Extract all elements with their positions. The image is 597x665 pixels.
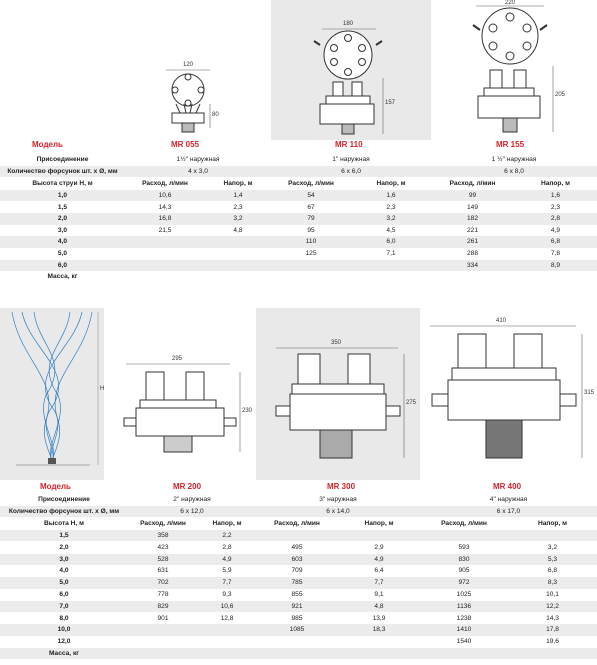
bottom-connection-row: [0, 494, 597, 505]
flow-value: 1136: [456, 602, 472, 610]
flow-value: [128, 624, 198, 635]
flow-value: 288: [466, 250, 478, 257]
mass-label: Масса, кг: [48, 650, 80, 657]
height-value: 4,0: [57, 238, 68, 246]
height-value: 3,0: [59, 555, 69, 563]
pressure-value: 7,8: [550, 250, 561, 257]
pressure-value: 2,8: [222, 543, 232, 551]
pressure-value: 8,9: [550, 261, 561, 269]
mr300-flow-header: Расход, л/мин: [274, 520, 320, 527]
mr200-width-dim: 295: [172, 356, 183, 362]
flow-value: 631: [157, 567, 169, 575]
height-value: 2,0: [59, 543, 69, 551]
flow-value: 905: [458, 567, 470, 575]
flow-value: 21,5: [158, 226, 172, 234]
flow-value: 110: [305, 238, 317, 246]
table-row: [0, 554, 597, 565]
mr110-connection: 1" наружная: [332, 156, 370, 163]
flow-value: [256, 530, 338, 541]
mr400-nozzles: 6 x 17,0: [496, 508, 521, 515]
pressure-value: [198, 636, 256, 647]
pressure-value: 8,3: [547, 579, 558, 587]
flow-value: 423: [157, 543, 169, 551]
mr155-height-dim: 205: [555, 92, 566, 98]
pressure-value: 4,8: [374, 602, 384, 610]
pressure-value: 2,3: [550, 203, 561, 211]
pressure-value: 1,6: [550, 192, 561, 199]
pressure-value: 12,8: [220, 614, 234, 622]
mr400-flow-header: Расход, л/мин: [441, 520, 487, 527]
pressure-value: 3,2: [386, 215, 396, 223]
height-value: 1,5: [57, 203, 68, 211]
height-value: 1,0: [57, 192, 68, 199]
mr200-height-dim: 230: [242, 408, 253, 414]
pressure-value: 1,6: [386, 192, 396, 199]
height-value: 5,0: [59, 579, 69, 587]
mr110-nozzles: 6 x 6,0: [341, 168, 361, 175]
bottom-model-label: Модель: [40, 482, 71, 491]
pressure-value: 2,3: [386, 203, 396, 211]
mr110-flow-header: Расход, л/мин: [288, 180, 334, 187]
mr110-height-dim: 157: [385, 100, 396, 106]
mr300-connection: 3" наружная: [319, 496, 357, 503]
flow-value: 593: [458, 543, 470, 551]
mr300-width-dim: 350: [331, 340, 342, 346]
mr155-nozzles: 6 x 8,0: [504, 168, 524, 175]
height-label: Высота струи H, м: [32, 180, 93, 187]
flow-value: 972: [458, 579, 470, 587]
nozzles-label: Количество форсунок шт. x Ø, мм: [7, 168, 118, 175]
pressure-value: 9,1: [374, 591, 384, 598]
flow-value: 829: [157, 602, 169, 610]
pressure-value: 2,3: [233, 203, 243, 211]
mr055-width-dim: 120: [183, 62, 194, 68]
pressure-value: 4,9: [550, 226, 561, 234]
mr300-nozzles: 6 x 14,0: [326, 508, 350, 515]
flow-value: 528: [157, 555, 169, 563]
mr200-flow-header: Расход, л/мин: [140, 520, 186, 527]
pressure-value: 19,6: [546, 638, 559, 646]
bottom-height-label: Высота H, м: [44, 520, 84, 527]
height-value: 3,0: [57, 226, 68, 234]
mr110-width-dim: 180: [343, 21, 354, 27]
mass-label: Масса, кг: [47, 273, 78, 281]
table-row: [0, 542, 597, 553]
pressure-value: 5,9: [222, 567, 232, 575]
mr110-title: MR 110: [335, 140, 363, 149]
flow-value: 95: [307, 226, 315, 234]
mr300-pressure-header: Напор, м: [364, 520, 394, 527]
pressure-value: [198, 624, 256, 635]
pressure-value: 2,2: [222, 532, 232, 539]
height-value: 5,0: [57, 250, 68, 257]
flow-value: 182: [466, 215, 478, 223]
mr400-height-dim: 315: [584, 390, 595, 396]
pressure-value: 13,9: [372, 614, 386, 622]
pressure-value: 7,7: [374, 579, 384, 587]
pressure-value: 1,4: [233, 192, 243, 199]
flow-value: 67: [307, 203, 315, 211]
table-row: [0, 601, 597, 612]
mass-row: [0, 648, 597, 659]
flow-value: 125: [305, 250, 317, 257]
flow-value: 358: [157, 532, 169, 539]
table-row: [0, 636, 597, 647]
flow-value: 1410: [456, 626, 472, 634]
pressure-value: 6,8: [550, 238, 561, 246]
height-value: 10,0: [57, 626, 71, 634]
mr055-nozzles: 4 x 3,0: [188, 168, 208, 175]
flow-value: 603: [291, 555, 303, 563]
table-row: [0, 565, 597, 576]
height-value: 1,5: [59, 532, 69, 539]
mr055-pressure-header: Напор, м: [223, 180, 253, 187]
flow-value: 334: [466, 261, 478, 269]
mr200-nozzles: 6 x 12,0: [180, 508, 204, 515]
mr155-connection: 1 ½" наружная: [491, 156, 537, 163]
flow-value: 495: [291, 543, 303, 551]
pressure-value: 7,7: [222, 579, 232, 587]
pressure-value: 6,4: [374, 567, 384, 575]
mr155-flow-header: Расход, л/мин: [449, 180, 496, 187]
flow-value: 1085: [289, 626, 305, 634]
mr200-title: MR 200: [173, 482, 202, 491]
flow-value: 1540: [456, 638, 472, 646]
flow-value: [128, 636, 198, 647]
pressure-value: [508, 530, 597, 541]
mr200-pressure-header: Напор, м: [212, 520, 242, 527]
mr155-pressure-header: Напор, м: [540, 180, 570, 187]
model-label: Модель: [32, 140, 63, 149]
flow-value: 921: [291, 602, 303, 610]
pressure-value: 14,3: [546, 614, 559, 622]
flow-value: 985: [291, 614, 303, 622]
mr400-width-dim: 410: [496, 318, 507, 324]
mr110-pressure-header: Напор, м: [376, 180, 406, 187]
pressure-value: 4,9: [374, 555, 384, 563]
pressure-value: 5,3: [547, 555, 558, 563]
flow-value: [256, 636, 338, 647]
pressure-value: 18,3: [372, 626, 386, 634]
table-row: [0, 613, 597, 624]
bottom-nozzles-label: Количество форсунок шт. x Ø, мм: [8, 508, 120, 515]
height-value: 4,0: [59, 567, 69, 575]
pressure-value: 6,0: [386, 238, 396, 246]
mr055-connection: 1½" наружная: [176, 156, 220, 163]
table-row: [0, 530, 597, 541]
flow-value: 709: [291, 567, 303, 575]
pressure-value: 17,8: [546, 626, 559, 634]
flow-value: 14,3: [158, 203, 172, 211]
mr155-width-dim: 220: [505, 0, 516, 6]
pressure-value: 3,2: [233, 215, 243, 223]
spray-height-label: H: [100, 386, 105, 392]
mr155-title: MR 155: [496, 140, 525, 149]
mr400-title: MR 400: [493, 482, 522, 491]
pressure-value: 4,9: [222, 555, 232, 563]
table-row: [0, 624, 597, 635]
pressure-value: 2,9: [374, 543, 384, 551]
pressure-value: 4,8: [233, 226, 243, 234]
bottom-connection-label: Присоединение: [38, 496, 90, 503]
pressure-value: 3,2: [547, 543, 558, 551]
flow-value: 1238: [456, 614, 472, 622]
flow-value: 54: [307, 192, 315, 199]
flow-value: 901: [157, 614, 169, 622]
mr055-title: MR 055: [171, 140, 200, 149]
mr200-connection: 2" наружная: [173, 496, 211, 503]
flow-value: 855: [291, 591, 303, 598]
height-value: 2,0: [57, 215, 68, 223]
bottom-nozzles-row: [0, 506, 597, 517]
flow-value: 702: [157, 579, 169, 587]
pressure-value: 9,3: [222, 591, 232, 598]
flow-value: 1025: [456, 591, 472, 598]
mr300-height-dim: 275: [406, 400, 417, 406]
flow-value: 221: [466, 226, 478, 234]
pressure-value: 12,2: [546, 602, 559, 610]
height-value: 7,0: [59, 602, 69, 610]
pressure-value: 4,5: [386, 226, 396, 234]
pressure-value: 7,1: [386, 250, 396, 257]
height-value: 6,0: [59, 591, 69, 598]
mr055-height-dim: 80: [212, 112, 219, 118]
bottom-header-row: [0, 518, 597, 529]
height-value: 8,0: [59, 614, 69, 622]
mr300-title: MR 300: [327, 482, 356, 491]
flow-value: 261: [466, 238, 478, 246]
flow-value: 16,8: [158, 215, 172, 223]
flow-value: 778: [157, 591, 169, 598]
pressure-value: 2,8: [550, 215, 561, 223]
flow-value: 785: [291, 579, 303, 587]
flow-value: 830: [458, 555, 470, 563]
pressure-value: 6,8: [547, 567, 558, 575]
height-value: 6,0: [57, 261, 68, 269]
pressure-value: [338, 530, 420, 541]
flow-value: [420, 530, 508, 541]
flow-value: 79: [307, 215, 315, 223]
flow-value: 10,6: [158, 192, 172, 199]
mr400-connection: 4" наружная: [489, 496, 528, 503]
pressure-value: [338, 636, 420, 647]
table-row: [0, 577, 597, 588]
flow-value: 149: [466, 203, 478, 211]
table-row: [0, 589, 597, 600]
pressure-value: 10,6: [220, 602, 234, 610]
mr055-flow-header: Расход, л/мин: [142, 180, 188, 187]
mr400-pressure-header: Напор, м: [537, 520, 567, 527]
height-value: 12,0: [57, 638, 71, 646]
flow-value: 99: [468, 192, 477, 199]
pressure-value: 10,1: [546, 591, 559, 598]
connection-label: Присоединение: [36, 156, 89, 163]
